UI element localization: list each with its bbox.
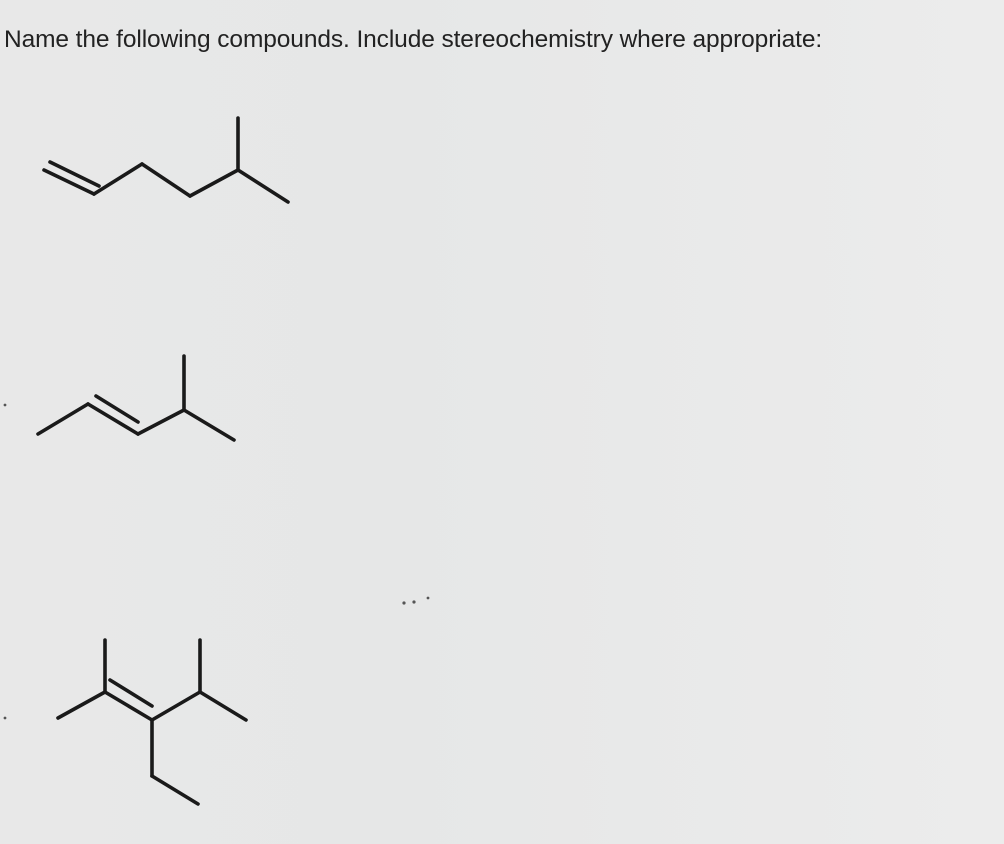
- compound-3-double-bond: [110, 680, 152, 706]
- compound-1-bond: [94, 164, 142, 194]
- compound-2-structure: [38, 356, 234, 440]
- compound-1-double-bond: [50, 162, 99, 186]
- compound-3-structure: [58, 640, 246, 804]
- compound-1-bond: [44, 170, 94, 194]
- compound-3-bond: [152, 692, 200, 720]
- compound-1-structure: [44, 118, 288, 202]
- compound-3-bond: [105, 692, 152, 720]
- compound-2-bond: [138, 410, 184, 434]
- compound-3-bond: [58, 692, 105, 718]
- compound-1-bond: [238, 170, 288, 202]
- compound-2-bond: [184, 410, 234, 440]
- question-prompt: Name the following compounds. Include stereochemistry where appropriate:: [4, 26, 823, 53]
- compound-1-bond: [142, 164, 190, 196]
- compound-3-bond: [200, 692, 246, 720]
- stray-marks: [4, 404, 430, 720]
- compound-2-bond: [38, 404, 88, 434]
- compound-1-bond: [190, 170, 238, 196]
- compound-3-bond: [152, 776, 198, 804]
- compound-2-double-bond: [96, 396, 138, 422]
